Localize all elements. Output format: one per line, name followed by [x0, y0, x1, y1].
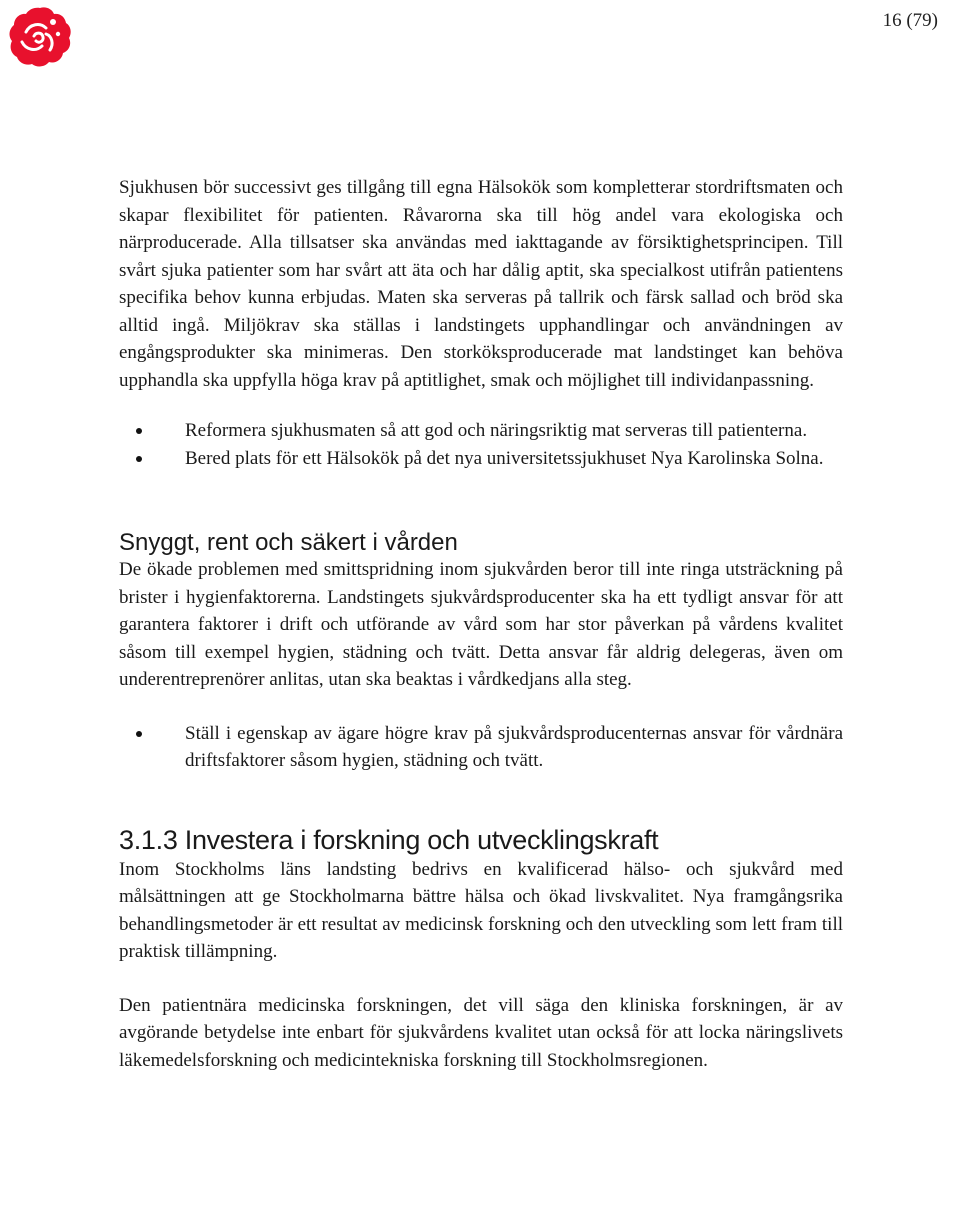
- bullet-text: Reformera sjukhusmaten så att god och näringsriktig mat serveras till patienterna.: [185, 420, 808, 441]
- bullet-item: [119, 445, 843, 473]
- bullet-icon: [136, 731, 142, 737]
- paragraph-hygiene: De ökade problemen med smittspridning inom sjukvården beror till inte ringa utsträckning på brister i hygienfaktorerna. Landstingets sjukvårdsproducenter ska ha ett tydligt ansvar för att garantera faktorer i drift och utförande av vård som har stor påverkan på vårdens kvalitet såsom till exempel hygien, städning och tvätt. Detta ansvar får aldrig delegeras, även om underentreprenörer anlitas, utan ska beaktas i vårdkedjans alla steg.: [119, 559, 843, 690]
- section-heading-research: 3.1.3 Investera i forskning och utvecklingskraft: [119, 824, 659, 855]
- paragraph-research-clinical: Den patientnära medicinska forskningen, det vill säga den kliniska forskningen, är av avgörande betydelse inte enbart för sjukvårdens kvalitet utan också för att locka näringslivets läkemedelsforskning och medicintekniska forskning till Stockholmsregionen.: [119, 994, 843, 1071]
- page-number: 16 (79): [882, 10, 938, 31]
- paragraph-halsokok: Sjukhusen bör successivt ges tillgång till egna Hälsokök som kompletterar stordriftsmaten och skapar flexibilitet för patienten. Råvarorna ska till hög andel vara ekologiska och närproducerade. Alla tillsatser ska användas med iakttagande av försiktighetsprincipen. Till svårt sjuka patienter som har svårt att äta och har dålig aptit, ska specialkost utifrån patientens specifika behov kunna erbjudas. Maten ska serveras på tallrik och färsk sallad och bröd ska alltid ingå. Miljökrav ska ställas i landstingets upphandlingar och användningen av engångsprodukter ska minimeras. Den storköksproducerade mat landstinget kan behöva upphandla ska uppfylla höga krav på aptitlighet, smak och möjlighet till individanpassning.: [119, 177, 843, 391]
- bullet-icon: [136, 456, 142, 462]
- bullet-text: Bered plats för ett Hälsokök på det nya universitetssjukhuset Nya Karolinska Solna.: [185, 447, 824, 469]
- main-content: [119, 174, 843, 1074]
- bullet-item: [119, 417, 843, 445]
- bullet-list-halsokok: [119, 417, 843, 472]
- bullet-text: Ställ i egenskap av ägare högre krav på sjukvårdsproducenternas ansvar för vårdnära driftsfaktorer såsom hygien, städning och tvätt.: [185, 722, 843, 771]
- bullet-item: [119, 720, 843, 775]
- bullet-icon: [136, 428, 142, 434]
- paragraph-research-intro: Inom Stockholms läns landsting bedrivs en kvalificerad hälso- och sjukvård med målsättningen att ge Stockholmarna bättre hälsa och ökad livskvalitet. Nya framgångsrika behandlingsmetoder är ett resultat av medicinsk forskning och den utveckling som lett fram till praktisk tillämpning.: [119, 858, 843, 962]
- rose-logo-icon: [6, 4, 74, 72]
- subheading-hygiene: Snyggt, rent och säkert i vården: [119, 529, 458, 556]
- bullet-list-hygiene: [119, 720, 843, 775]
